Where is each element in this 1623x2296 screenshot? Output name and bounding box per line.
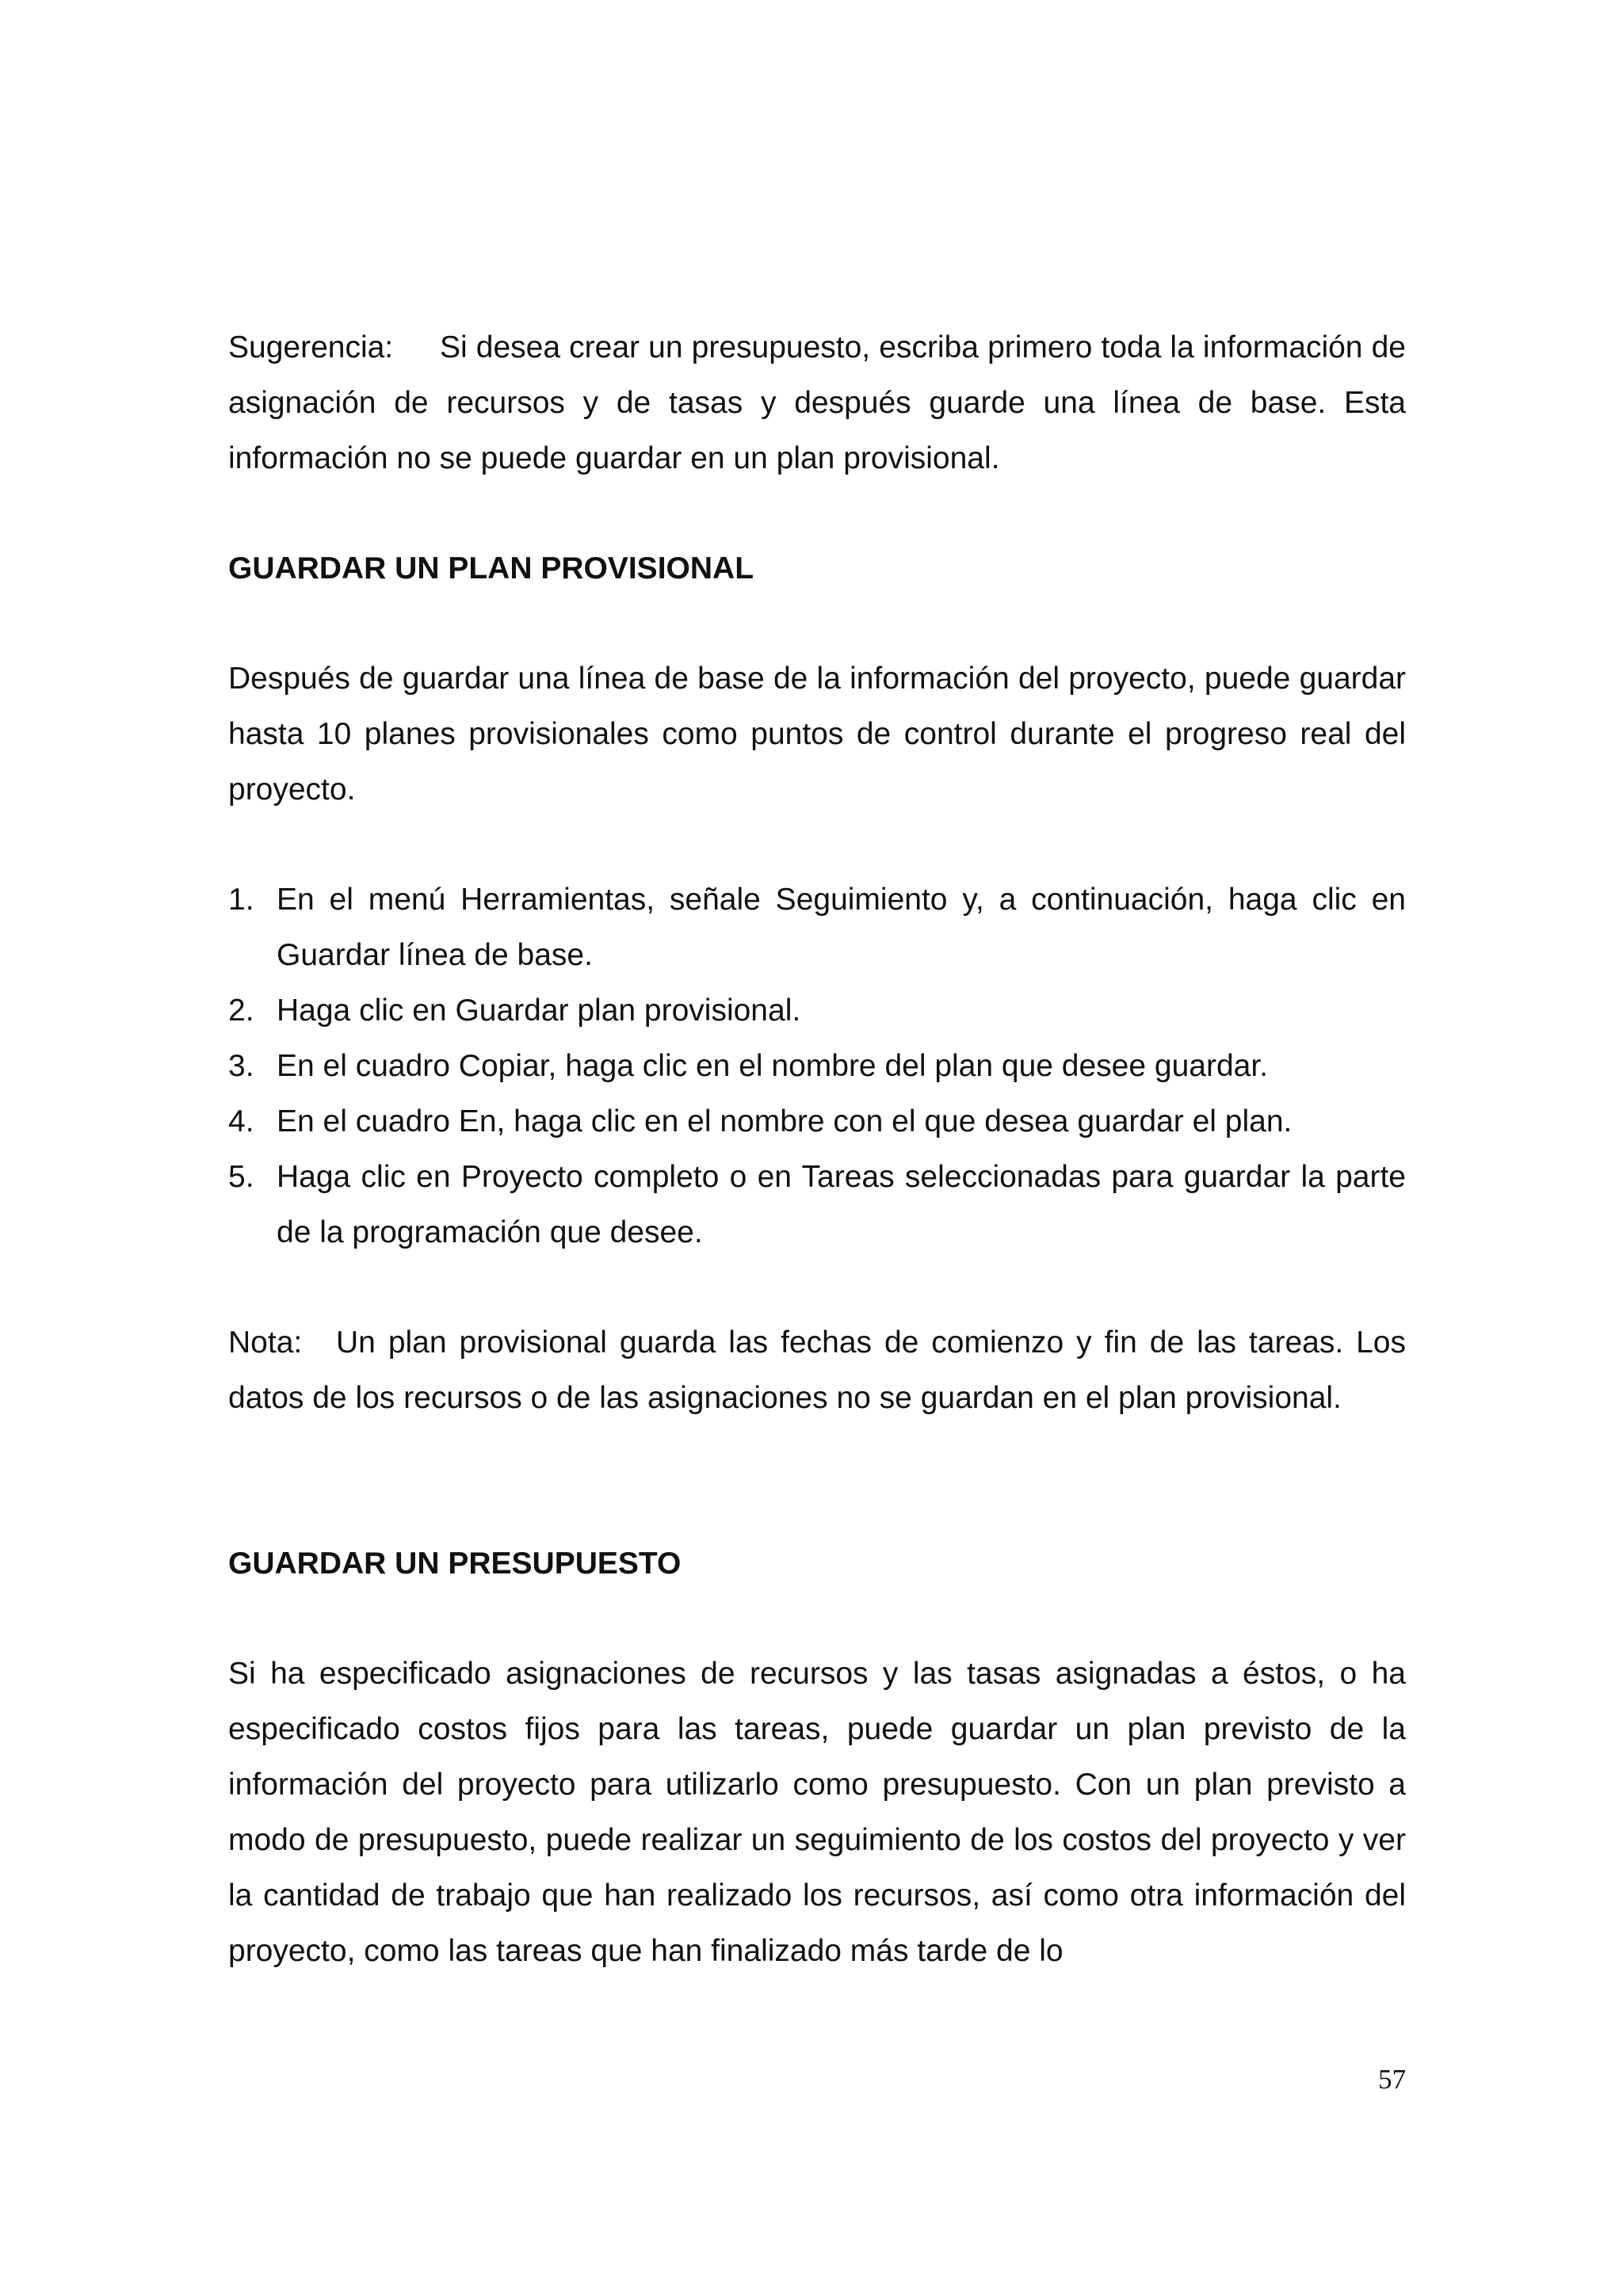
note-label: Nota: — [228, 1325, 303, 1360]
list-item-number: 4. — [228, 1104, 254, 1138]
page-number: 57 — [1378, 2064, 1406, 2095]
section-heading-presupuesto: GUARDAR UN PRESUPUESTO — [228, 1547, 682, 1581]
presupuesto-paragraph: Si ha especificado asignaciones de recursos y las tasas asignadas a éstos, o ha especificado costos fijos para las tareas, puede guardar un plan previsto de la información del proyecto para utilizarlo como presupuesto. Con un plan previsto a modo de presupuesto, puede realizar un seguimiento de los costos del proyecto y ver la cantidad de trabajo que han realizado los recursos, así como otra información del proyecto, como las tareas que han finalizado más tarde de lo — [228, 1657, 1406, 1968]
list-item-number: 5. — [228, 1160, 254, 1194]
list-item-text: En el cuadro En, haga clic en el nombre con el que desea guardar el plan. — [277, 1104, 1293, 1138]
tip-label: Sugerencia: — [228, 330, 394, 364]
document-page — [228, 320, 1406, 1979]
steps-list — [228, 872, 1406, 1261]
list-item-text: En el menú Herramientas, señale Seguimiento y, a continuación, haga clic en Guardar línea de base. — [277, 883, 1406, 972]
list-item-text: Haga clic en Guardar plan provisional. — [277, 994, 801, 1028]
list-item-number: 1. — [228, 883, 254, 917]
tip-text: Si desea crear un presupuesto, escriba primero toda la información de asignación de recursos y de tasas y después guarde una línea de base. Esta información no se puede guardar en un plan provisional. — [228, 330, 1406, 475]
note-paragraph — [228, 1315, 1406, 1426]
list-item-text: Haga clic en Proyecto completo o en Tareas seleccionadas para guardar la parte de la programación que desee. — [277, 1160, 1406, 1249]
list-item-number: 3. — [228, 1049, 254, 1083]
note-text: Un plan provisional guarda las fechas de comienzo y fin de las tareas. Los datos de los recursos o de las asignaciones no se guardan en el plan provisional. — [228, 1325, 1406, 1415]
list-item — [228, 1150, 1406, 1261]
list-item — [228, 1094, 1406, 1150]
list-item — [228, 1039, 1406, 1094]
list-item — [228, 983, 1406, 1039]
tip-paragraph — [228, 320, 1406, 486]
section-heading-plan-provisional: GUARDAR UN PLAN PROVISIONAL — [228, 551, 754, 585]
intro-paragraph: Después de guardar una línea de base de la información del proyecto, puede guardar hasta 10 planes provisionales como puntos de control durante el progreso real del proyecto. — [228, 662, 1406, 807]
list-item-number: 2. — [228, 994, 254, 1028]
list-item-text: En el cuadro Copiar, haga clic en el nombre del plan que desee guardar. — [277, 1049, 1269, 1083]
list-item — [228, 872, 1406, 983]
